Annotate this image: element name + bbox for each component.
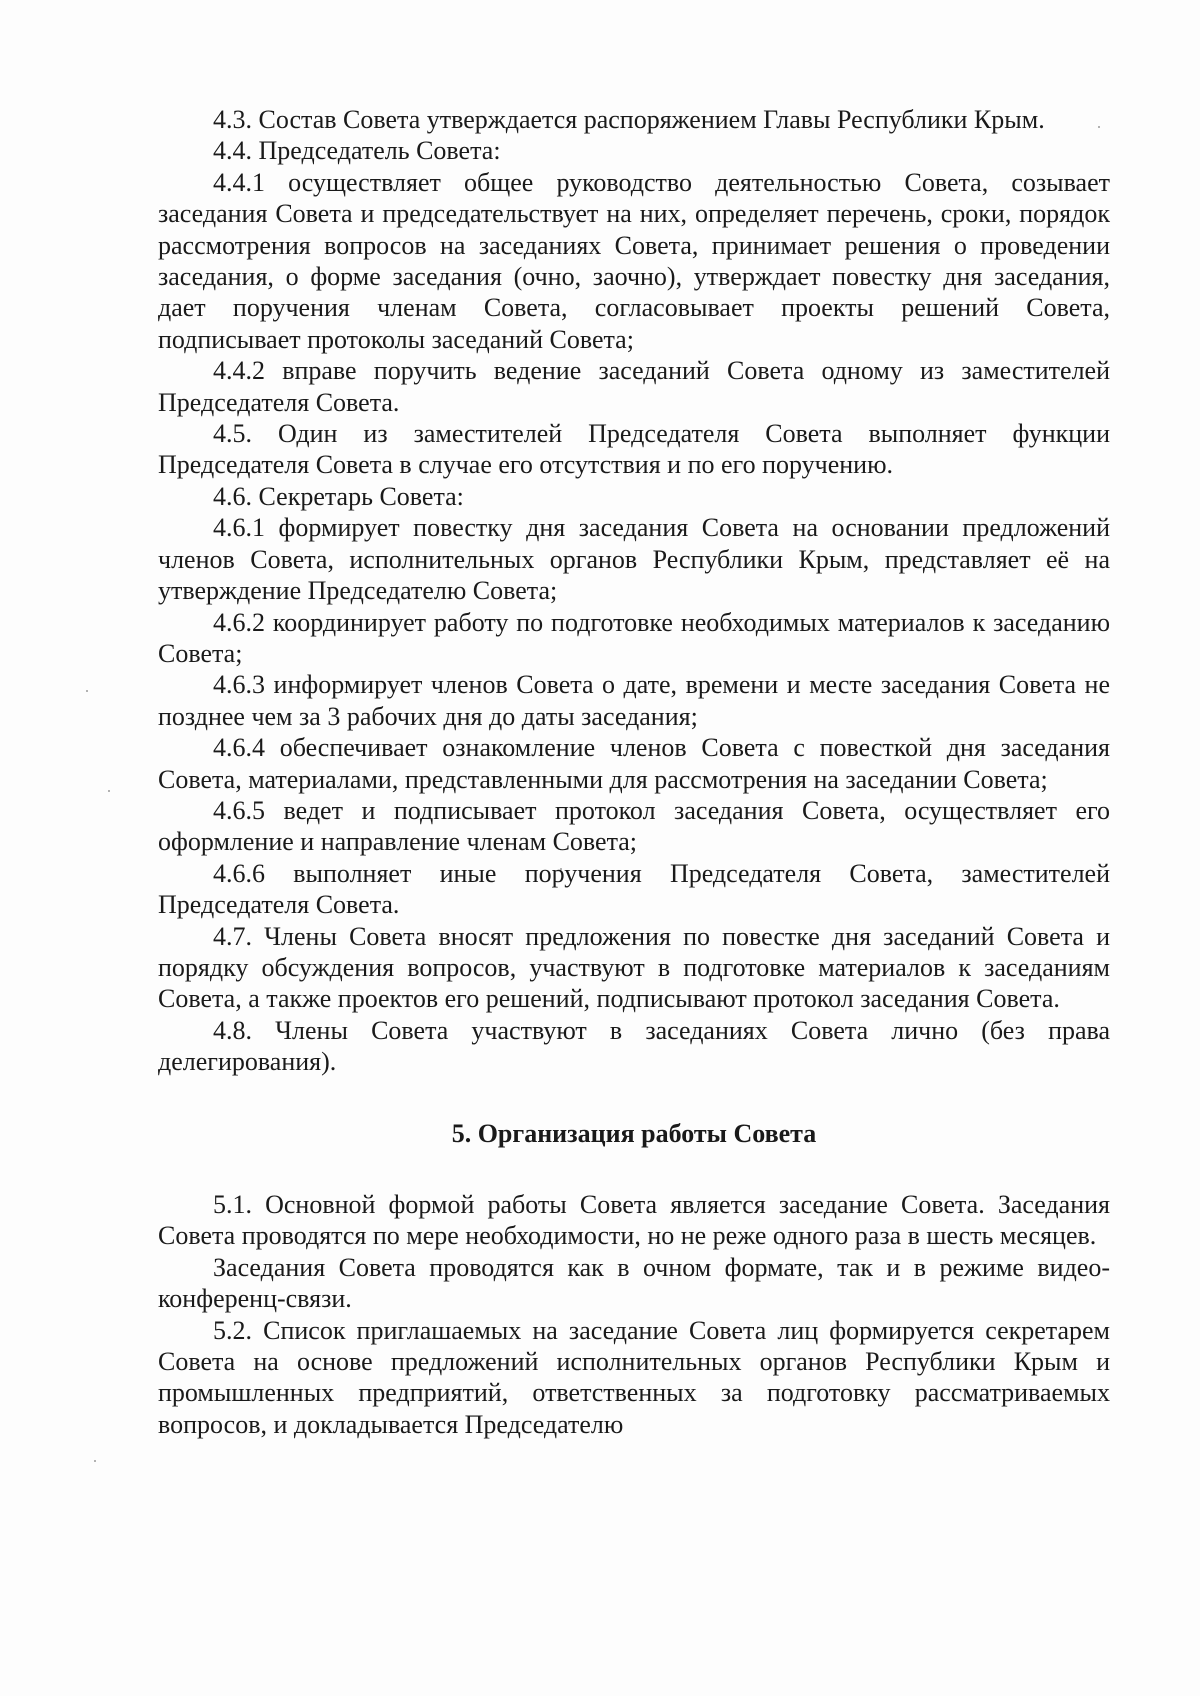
paragraph-4-4-1: 4.4.1 осуществляет общее руководство деятельностью Совета, созывает заседания Совета и председательствует на них, определяет перечень, сроки, порядок рассмотрения вопросов на заседаниях Совета, принимает решения о проведении заседания, о форме заседания (очно, заочно), утверждает повестку дня заседания, дает поручения членам Совета, согласовывает проекты решений Совета, подписывает протоколы заседаний Совета;	[158, 167, 1110, 354]
paragraph-5-1: 5.1. Основной формой работы Совета является заседание Совета. Заседания Совета проводятся по мере необходимости, но не реже одного раза в шесть месяцев.	[158, 1190, 1110, 1251]
paragraph-4-6-6: 4.6.6 выполняет иные поручения Председателя Совета, заместителей Председателя Совета.	[158, 858, 1110, 920]
scan-speck	[86, 690, 88, 692]
paragraph-4-7: 4.7. Члены Совета вносят предложения по повестке дня заседаний Совета и порядку обсуждения вопросов, участвуют в подготовке материалов к заседаниям Совета, а также проектов его решений, подписывают протокол заседания Совета.	[158, 921, 1110, 1014]
paragraph-4-4-2: 4.4.2 вправе поручить ведение заседаний Совета одному из заместителей Председателя Совета.	[158, 356, 1110, 417]
section-heading: 5. Организация работы Совета	[451, 1118, 817, 1148]
paragraph-4-6-2: 4.6.2 координирует работу по подготовке необходимых материалов к заседанию Совета;	[158, 607, 1110, 668]
paragraph-4-6: 4.6. Секретарь Совета:	[213, 481, 464, 511]
paragraph-4-4: 4.4. Председатель Совета:	[213, 136, 501, 166]
document-body	[158, 104, 1110, 1440]
paragraph-5-1-formats: Заседания Совета проводятся как в очном формате, так и в режиме видео-конференц-связи.	[158, 1252, 1110, 1314]
scan-speck	[108, 790, 110, 792]
scan-speck	[94, 1460, 96, 1462]
paragraph-4-6-3: 4.6.3 информирует членов Совета о дате, времени и месте заседания Совета не позднее чем за 3 рабочих дня до даты заседания;	[158, 670, 1110, 731]
paragraph-4-5: 4.5. Один из заместителей Председателя Совета выполняет функции Председателя Совета в случае его отсутствия и по его поручению.	[158, 419, 1110, 480]
paragraph-4-6-5: 4.6.5 ведет и подписывает протокол заседания Совета, осуществляет его оформление и направление членам Совета;	[158, 795, 1110, 857]
paragraph-5-2: 5.2. Список приглашаемых на заседание Совета лиц формируется секретарем Совета на основе предложений исполнительных органов Республики Крым и промышленных предприятий, ответственных за подготовку рассматриваемых вопросов, и докладывается Председателю	[158, 1315, 1110, 1439]
paragraph-4-6-1: 4.6.1 формирует повестку дня заседания Совета на основании предложений членов Совета, исполнительных органов Республики Крым, представляет её на утверждение Председателю Совета;	[158, 513, 1110, 606]
paragraph-4-3: 4.3. Состав Совета утверждается распоряжением Главы Республики Крым.	[213, 105, 1045, 134]
paragraph-4-6-4: 4.6.4 обеспечивает ознакомление членов Совета с повесткой дня заседания Совета, материалами, представленными для рассмотрения на заседании Совета;	[158, 733, 1110, 794]
paragraph-4-8: 4.8. Члены Совета участвуют в заседаниях Совета лично (без права делегирования).	[158, 1015, 1110, 1077]
